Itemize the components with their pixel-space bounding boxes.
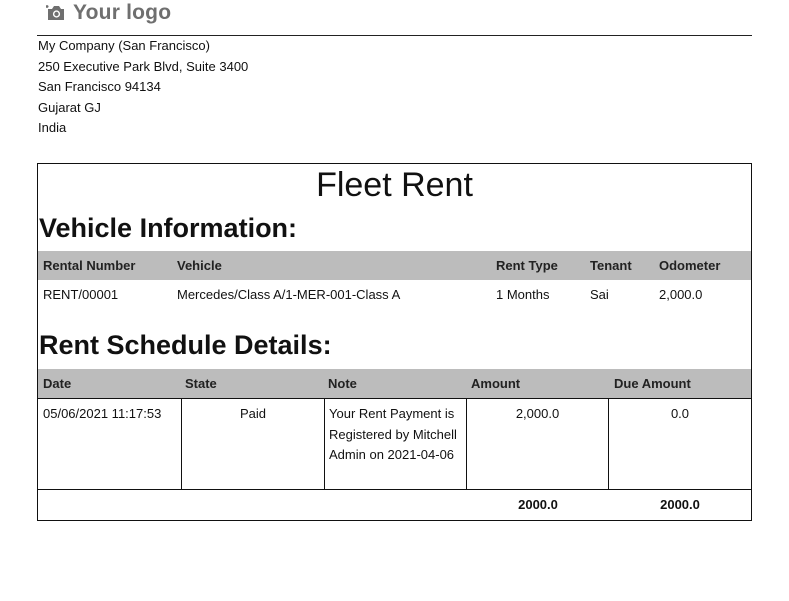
odometer: 2,000.0 <box>659 287 703 302</box>
col-state: State <box>185 376 217 391</box>
rent-schedule-heading: Rent Schedule Details: <box>39 330 332 360</box>
vehicle-table-header <box>38 251 751 280</box>
vehicle-table-row <box>38 280 751 310</box>
company-street: 250 Executive Park Blvd, Suite 3400 <box>38 58 249 74</box>
col-rent-type: Rent Type <box>496 258 558 273</box>
camera-icon <box>46 4 66 22</box>
rent-type: 1 Months <box>496 287 550 302</box>
company-country: India <box>38 120 67 135</box>
schedule-date: 05/06/2021 11:17:53 <box>43 406 162 421</box>
vehicle-info-heading: Vehicle Information: <box>39 213 298 243</box>
company-name: My Company (San Francisco) <box>38 38 210 53</box>
col-due-amount: Due Amount <box>614 376 691 391</box>
company-city: San Francisco 94134 <box>38 79 161 94</box>
company-logo <box>46 0 171 26</box>
tenant: Sai <box>590 287 609 302</box>
schedule-amount: 2,000.0 <box>515 406 560 421</box>
company-address <box>38 36 248 139</box>
vehicle-name: Mercedes/Class A/1-MER-001-Class A <box>177 287 401 302</box>
col-vehicle: Vehicle <box>177 258 222 273</box>
rental-number: RENT/00001 <box>43 287 119 302</box>
col-tenant: Tenant <box>590 258 632 273</box>
col-date: Date <box>43 376 72 391</box>
col-note: Note <box>328 376 357 391</box>
total-amount: 2000.0 <box>518 497 558 512</box>
col-rental-number: Rental Number <box>43 258 136 273</box>
col-odometer: Odometer <box>659 258 721 273</box>
schedule-due-amount: 0.0 <box>670 406 690 421</box>
logo-text: Your logo <box>73 1 172 24</box>
col-amount: Amount <box>471 376 521 391</box>
schedule-note: Your Rent Payment is Registered by Mitchell Admin on 2021-04-06 <box>329 406 457 462</box>
schedule-col-divider <box>324 399 325 489</box>
report-title: Fleet Rent <box>316 166 473 204</box>
total-due-amount: 2000.0 <box>660 497 700 512</box>
schedule-row-top-border <box>38 398 751 399</box>
company-state: Gujarat GJ <box>38 99 101 115</box>
schedule-table-header <box>38 369 751 398</box>
fleet-rent-report <box>37 163 752 521</box>
schedule-state: Paid <box>239 406 267 421</box>
